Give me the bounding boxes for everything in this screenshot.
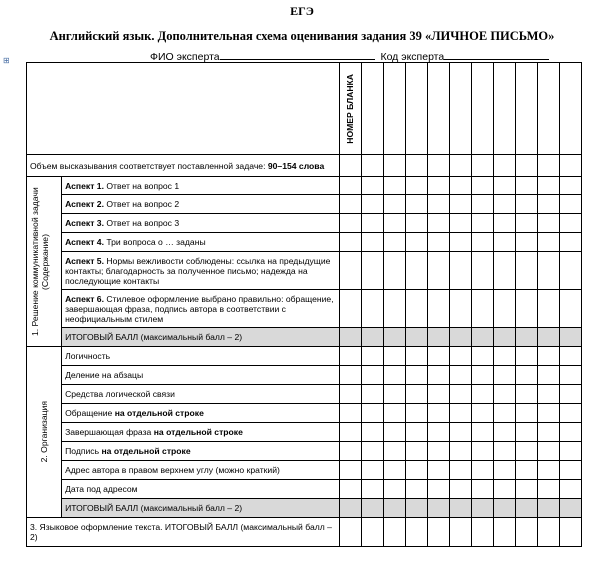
score-cell[interactable] bbox=[537, 155, 559, 177]
score-cell[interactable] bbox=[559, 442, 581, 461]
score-cell[interactable] bbox=[339, 347, 361, 366]
score-cell[interactable] bbox=[383, 347, 405, 366]
score-cell[interactable] bbox=[449, 518, 471, 547]
score-cell[interactable] bbox=[383, 195, 405, 214]
expert-code-line[interactable] bbox=[444, 49, 549, 60]
score-cell[interactable] bbox=[559, 155, 581, 177]
score-cell[interactable] bbox=[493, 404, 515, 423]
criterion-text: Завершающая фраза bbox=[65, 427, 154, 437]
score-cell[interactable] bbox=[405, 499, 427, 518]
score-cell[interactable] bbox=[383, 404, 405, 423]
criterion-text: Ответ на вопрос 1 bbox=[103, 180, 180, 191]
score-cell[interactable] bbox=[449, 214, 471, 233]
expert-fields bbox=[150, 49, 549, 63]
form-number-header bbox=[339, 63, 361, 155]
score-cell[interactable] bbox=[515, 290, 537, 328]
score-cell[interactable] bbox=[471, 328, 493, 347]
score-cell[interactable] bbox=[493, 195, 515, 214]
score-cell[interactable] bbox=[339, 461, 361, 480]
score-cell[interactable] bbox=[471, 290, 493, 328]
section-2-title: 2. Организация bbox=[39, 401, 50, 463]
score-cell[interactable] bbox=[537, 461, 559, 480]
criterion-text: Ответ на вопрос 3 bbox=[103, 218, 180, 228]
section-1-total bbox=[62, 328, 340, 347]
criterion-text: Средства логической связи bbox=[65, 389, 175, 399]
score-cell[interactable] bbox=[515, 499, 537, 518]
criterion-bold-text: 90–154 слова bbox=[267, 160, 325, 171]
organization-item bbox=[62, 423, 340, 442]
score-cell[interactable] bbox=[559, 404, 581, 423]
score-cell[interactable] bbox=[515, 177, 537, 195]
score-cell[interactable] bbox=[361, 366, 383, 385]
form-number-cell[interactable] bbox=[361, 63, 383, 155]
criterion-text: Подпись bbox=[65, 446, 102, 456]
score-cell[interactable] bbox=[493, 366, 515, 385]
section-2-total bbox=[62, 499, 340, 518]
score-cell[interactable] bbox=[559, 195, 581, 214]
form-number-cell[interactable] bbox=[537, 63, 559, 155]
organization-item bbox=[62, 480, 340, 499]
score-cell[interactable] bbox=[515, 328, 537, 347]
score-cell[interactable] bbox=[427, 155, 449, 177]
score-cell[interactable] bbox=[471, 252, 493, 290]
score-cell[interactable] bbox=[361, 480, 383, 499]
score-cell[interactable] bbox=[471, 518, 493, 547]
score-cell[interactable] bbox=[427, 233, 449, 252]
criterion-bold-text: Аспект 6. bbox=[65, 293, 104, 304]
score-cell[interactable] bbox=[361, 290, 383, 328]
score-cell[interactable] bbox=[449, 177, 471, 195]
table-move-handle-icon[interactable]: ⊞ bbox=[3, 56, 10, 65]
organization-item bbox=[62, 461, 340, 480]
score-cell[interactable] bbox=[537, 385, 559, 404]
score-cell[interactable] bbox=[449, 155, 471, 177]
score-cell[interactable] bbox=[339, 328, 361, 347]
score-cell[interactable] bbox=[383, 442, 405, 461]
score-cell[interactable] bbox=[537, 195, 559, 214]
score-cell[interactable] bbox=[515, 461, 537, 480]
score-cell[interactable] bbox=[383, 385, 405, 404]
score-cell[interactable] bbox=[405, 347, 427, 366]
score-cell[interactable] bbox=[559, 214, 581, 233]
score-cell[interactable] bbox=[493, 499, 515, 518]
score-cell[interactable] bbox=[515, 442, 537, 461]
score-cell[interactable] bbox=[405, 214, 427, 233]
score-cell[interactable] bbox=[339, 499, 361, 518]
score-cell[interactable] bbox=[361, 385, 383, 404]
criterion-bold-text: Аспект 4. bbox=[65, 237, 104, 247]
aspect-6-label bbox=[62, 290, 340, 328]
score-cell[interactable] bbox=[405, 423, 427, 442]
section-3-total bbox=[27, 518, 340, 547]
score-cell[interactable] bbox=[559, 480, 581, 499]
form-number-cell[interactable] bbox=[515, 63, 537, 155]
score-cell[interactable] bbox=[361, 423, 383, 442]
form-number-cell[interactable] bbox=[405, 63, 427, 155]
score-cell[interactable] bbox=[515, 480, 537, 499]
form-number-cell[interactable] bbox=[471, 63, 493, 155]
score-cell[interactable] bbox=[361, 214, 383, 233]
score-cell[interactable] bbox=[361, 155, 383, 177]
score-cell[interactable] bbox=[537, 366, 559, 385]
score-cell[interactable] bbox=[471, 423, 493, 442]
score-cell[interactable] bbox=[383, 233, 405, 252]
score-cell[interactable] bbox=[383, 177, 405, 195]
score-cell[interactable] bbox=[493, 347, 515, 366]
expert-code-label: Код эксперта bbox=[380, 51, 445, 63]
score-cell[interactable] bbox=[383, 155, 405, 177]
score-cell[interactable] bbox=[559, 423, 581, 442]
score-cell[interactable] bbox=[427, 252, 449, 290]
criterion-bold-text: на отдельной строке bbox=[153, 427, 243, 437]
criterion-text: Три вопроса о … заданы bbox=[103, 237, 206, 247]
expert-name-line[interactable] bbox=[220, 49, 375, 60]
assessment-table bbox=[26, 62, 582, 547]
score-cell[interactable] bbox=[449, 195, 471, 214]
section-1-label bbox=[27, 177, 62, 347]
score-cell[interactable] bbox=[405, 177, 427, 195]
score-cell[interactable] bbox=[537, 423, 559, 442]
score-cell[interactable] bbox=[427, 423, 449, 442]
score-cell[interactable] bbox=[537, 177, 559, 195]
score-cell[interactable] bbox=[339, 214, 361, 233]
score-cell[interactable] bbox=[427, 347, 449, 366]
score-cell[interactable] bbox=[559, 518, 581, 547]
expert-name-label: ФИО эксперта bbox=[150, 51, 220, 63]
score-cell[interactable] bbox=[515, 347, 537, 366]
score-cell[interactable] bbox=[427, 461, 449, 480]
criterion-bold-text: на отдельной строке bbox=[114, 408, 204, 418]
aspect-1-label bbox=[62, 177, 340, 195]
score-cell[interactable] bbox=[515, 366, 537, 385]
score-cell[interactable] bbox=[405, 195, 427, 214]
score-cell[interactable] bbox=[405, 328, 427, 347]
score-cell[interactable] bbox=[471, 233, 493, 252]
score-cell[interactable] bbox=[405, 480, 427, 499]
score-cell[interactable] bbox=[471, 366, 493, 385]
score-cell[interactable] bbox=[361, 195, 383, 214]
score-cell[interactable] bbox=[471, 177, 493, 195]
criterion-text: Нормы вежливости соблюдены: ссылка на предыдущие контакты; благодарность за полученное письмо; надежда на последующие контакты bbox=[65, 255, 331, 286]
criterion-text: ИТОГОВЫЙ БАЛЛ (максимальный балл – 2) bbox=[65, 503, 243, 513]
score-cell[interactable] bbox=[537, 518, 559, 547]
criterion-bold-text: на отдельной строке bbox=[101, 446, 191, 456]
section-2-label bbox=[27, 347, 62, 518]
score-cell[interactable] bbox=[405, 442, 427, 461]
score-cell[interactable] bbox=[449, 499, 471, 518]
score-cell[interactable] bbox=[471, 442, 493, 461]
score-cell[interactable] bbox=[493, 442, 515, 461]
score-cell[interactable] bbox=[449, 233, 471, 252]
score-cell[interactable] bbox=[559, 290, 581, 328]
section-1-title: 1. Решение коммуникативной задачи (Содержание) bbox=[30, 187, 51, 336]
score-cell[interactable] bbox=[427, 177, 449, 195]
score-cell[interactable] bbox=[537, 442, 559, 461]
criterion-text: 3. Языковое оформление текста. ИТОГОВЫЙ БАЛЛ (максимальный балл – 2) bbox=[30, 522, 332, 542]
score-cell[interactable] bbox=[383, 328, 405, 347]
aspect-3-label bbox=[62, 214, 340, 233]
score-cell[interactable] bbox=[559, 177, 581, 195]
score-cell[interactable] bbox=[361, 252, 383, 290]
criterion-text: Логичность bbox=[65, 351, 111, 361]
score-cell[interactable] bbox=[559, 461, 581, 480]
score-cell[interactable] bbox=[339, 155, 361, 177]
score-cell[interactable] bbox=[427, 385, 449, 404]
score-cell[interactable] bbox=[515, 195, 537, 214]
score-cell[interactable] bbox=[361, 404, 383, 423]
score-cell[interactable] bbox=[427, 328, 449, 347]
score-cell[interactable] bbox=[537, 290, 559, 328]
score-cell[interactable] bbox=[449, 290, 471, 328]
score-cell[interactable] bbox=[515, 423, 537, 442]
score-cell[interactable] bbox=[405, 518, 427, 547]
score-cell[interactable] bbox=[559, 366, 581, 385]
score-cell[interactable] bbox=[361, 177, 383, 195]
score-cell[interactable] bbox=[493, 461, 515, 480]
score-cell[interactable] bbox=[361, 518, 383, 547]
criterion-text: Обращение bbox=[65, 408, 115, 418]
score-cell[interactable] bbox=[339, 385, 361, 404]
page-title: Английский язык. Дополнительная схема оценивания задания 39 «ЛИЧНОЕ ПИСЬМО» bbox=[49, 29, 555, 43]
score-cell[interactable] bbox=[427, 442, 449, 461]
score-cell[interactable] bbox=[339, 404, 361, 423]
criterion-text: Деление на абзацы bbox=[65, 370, 144, 380]
score-cell[interactable] bbox=[449, 385, 471, 404]
score-cell[interactable] bbox=[493, 177, 515, 195]
score-cell[interactable] bbox=[515, 214, 537, 233]
score-cell[interactable] bbox=[361, 328, 383, 347]
score-cell[interactable] bbox=[405, 252, 427, 290]
score-cell[interactable] bbox=[515, 155, 537, 177]
score-cell[interactable] bbox=[471, 385, 493, 404]
score-cell[interactable] bbox=[361, 499, 383, 518]
score-cell[interactable] bbox=[493, 233, 515, 252]
score-cell[interactable] bbox=[471, 214, 493, 233]
score-cell[interactable] bbox=[339, 366, 361, 385]
score-cell[interactable] bbox=[537, 499, 559, 518]
score-cell[interactable] bbox=[361, 461, 383, 480]
score-cell[interactable] bbox=[405, 290, 427, 328]
criterion-text: Ответ на вопрос 2 bbox=[103, 199, 180, 209]
score-cell[interactable] bbox=[449, 461, 471, 480]
score-cell[interactable] bbox=[361, 442, 383, 461]
score-cell[interactable] bbox=[449, 404, 471, 423]
score-cell[interactable] bbox=[383, 518, 405, 547]
organization-item bbox=[62, 366, 340, 385]
score-cell[interactable] bbox=[405, 461, 427, 480]
form-number-label: НОМЕР БЛАНКА bbox=[345, 73, 356, 144]
organization-item bbox=[62, 385, 340, 404]
criterion-bold-text: Аспект 1. bbox=[65, 180, 104, 191]
score-cell[interactable] bbox=[471, 499, 493, 518]
criterion-bold-text: Аспект 5. bbox=[65, 255, 104, 266]
score-cell[interactable] bbox=[427, 290, 449, 328]
score-cell[interactable] bbox=[559, 233, 581, 252]
aspect-5-label bbox=[62, 252, 340, 290]
score-cell[interactable] bbox=[537, 480, 559, 499]
score-cell[interactable] bbox=[427, 518, 449, 547]
score-cell[interactable] bbox=[427, 214, 449, 233]
score-cell[interactable] bbox=[515, 385, 537, 404]
score-cell[interactable] bbox=[559, 347, 581, 366]
score-cell[interactable] bbox=[449, 480, 471, 499]
form-number-cell[interactable] bbox=[383, 63, 405, 155]
score-cell[interactable] bbox=[449, 442, 471, 461]
score-cell[interactable] bbox=[537, 404, 559, 423]
score-cell[interactable] bbox=[339, 290, 361, 328]
score-cell[interactable] bbox=[537, 328, 559, 347]
score-cell[interactable] bbox=[493, 518, 515, 547]
score-cell[interactable] bbox=[427, 480, 449, 499]
score-cell[interactable] bbox=[339, 252, 361, 290]
score-cell[interactable] bbox=[493, 155, 515, 177]
criterion-bold-text: Аспект 3. bbox=[65, 218, 104, 228]
score-cell[interactable] bbox=[449, 252, 471, 290]
form-number-cell[interactable] bbox=[493, 63, 515, 155]
form-number-cell[interactable] bbox=[559, 63, 581, 155]
score-cell[interactable] bbox=[383, 290, 405, 328]
criterion-text: Дата под адресом bbox=[65, 484, 138, 494]
score-cell[interactable] bbox=[537, 214, 559, 233]
score-cell[interactable] bbox=[471, 347, 493, 366]
score-cell[interactable] bbox=[405, 385, 427, 404]
score-cell[interactable] bbox=[471, 195, 493, 214]
score-cell[interactable] bbox=[383, 461, 405, 480]
score-cell[interactable] bbox=[515, 233, 537, 252]
score-cell[interactable] bbox=[515, 518, 537, 547]
score-cell[interactable] bbox=[405, 404, 427, 423]
score-cell[interactable] bbox=[493, 214, 515, 233]
score-cell[interactable] bbox=[537, 233, 559, 252]
score-cell[interactable] bbox=[471, 155, 493, 177]
score-cell[interactable] bbox=[493, 252, 515, 290]
score-cell[interactable] bbox=[449, 347, 471, 366]
score-cell[interactable] bbox=[427, 499, 449, 518]
criterion-bold-text: Аспект 2. bbox=[65, 199, 104, 209]
score-cell[interactable] bbox=[383, 480, 405, 499]
score-cell[interactable] bbox=[383, 366, 405, 385]
score-cell[interactable] bbox=[339, 442, 361, 461]
score-cell[interactable] bbox=[559, 252, 581, 290]
exam-heading: ЕГЭ bbox=[290, 4, 314, 18]
score-cell[interactable] bbox=[471, 461, 493, 480]
score-cell[interactable] bbox=[493, 385, 515, 404]
score-cell[interactable] bbox=[339, 177, 361, 195]
score-cell[interactable] bbox=[383, 252, 405, 290]
form-number-cell[interactable] bbox=[427, 63, 449, 155]
score-cell[interactable] bbox=[427, 195, 449, 214]
score-cell[interactable] bbox=[383, 214, 405, 233]
criterion-text: Стилевое оформление выбрано правильно: обращение, завершающая фраза, подпись автора в соответствии с неофициальным стилем bbox=[65, 293, 334, 324]
score-cell[interactable] bbox=[361, 233, 383, 252]
organization-item bbox=[62, 404, 340, 423]
score-cell[interactable] bbox=[361, 347, 383, 366]
score-cell[interactable] bbox=[537, 252, 559, 290]
score-cell[interactable] bbox=[493, 290, 515, 328]
score-cell[interactable] bbox=[537, 347, 559, 366]
score-cell[interactable] bbox=[471, 480, 493, 499]
score-cell[interactable] bbox=[493, 328, 515, 347]
score-cell[interactable] bbox=[339, 423, 361, 442]
criterion-text: Объем высказывания соответствует поставленной задаче: bbox=[30, 160, 268, 171]
score-cell[interactable] bbox=[493, 423, 515, 442]
score-cell[interactable] bbox=[427, 404, 449, 423]
organization-item bbox=[62, 442, 340, 461]
header-corner bbox=[27, 63, 340, 155]
score-cell[interactable] bbox=[515, 404, 537, 423]
score-cell[interactable] bbox=[449, 366, 471, 385]
score-cell[interactable] bbox=[471, 404, 493, 423]
score-cell[interactable] bbox=[559, 499, 581, 518]
score-cell[interactable] bbox=[405, 366, 427, 385]
score-cell[interactable] bbox=[383, 499, 405, 518]
score-cell[interactable] bbox=[383, 423, 405, 442]
score-cell[interactable] bbox=[339, 233, 361, 252]
aspect-2-label bbox=[62, 195, 340, 214]
score-cell[interactable] bbox=[427, 366, 449, 385]
score-cell[interactable] bbox=[559, 385, 581, 404]
criterion-text: Адрес автора в правом верхнем углу (можно краткий) bbox=[65, 465, 280, 475]
score-cell[interactable] bbox=[405, 233, 427, 252]
score-cell[interactable] bbox=[339, 518, 361, 547]
volume-criterion bbox=[27, 155, 340, 177]
form-number-cell[interactable] bbox=[449, 63, 471, 155]
criterion-text: ИТОГОВЫЙ БАЛЛ (максимальный балл – 2) bbox=[65, 332, 243, 342]
score-cell[interactable] bbox=[405, 155, 427, 177]
score-cell[interactable] bbox=[339, 480, 361, 499]
aspect-4-label bbox=[62, 233, 340, 252]
score-cell[interactable] bbox=[339, 195, 361, 214]
score-cell[interactable] bbox=[449, 328, 471, 347]
score-cell[interactable] bbox=[493, 480, 515, 499]
score-cell[interactable] bbox=[515, 252, 537, 290]
score-cell[interactable] bbox=[449, 423, 471, 442]
score-cell[interactable] bbox=[559, 328, 581, 347]
organization-item bbox=[62, 347, 340, 366]
